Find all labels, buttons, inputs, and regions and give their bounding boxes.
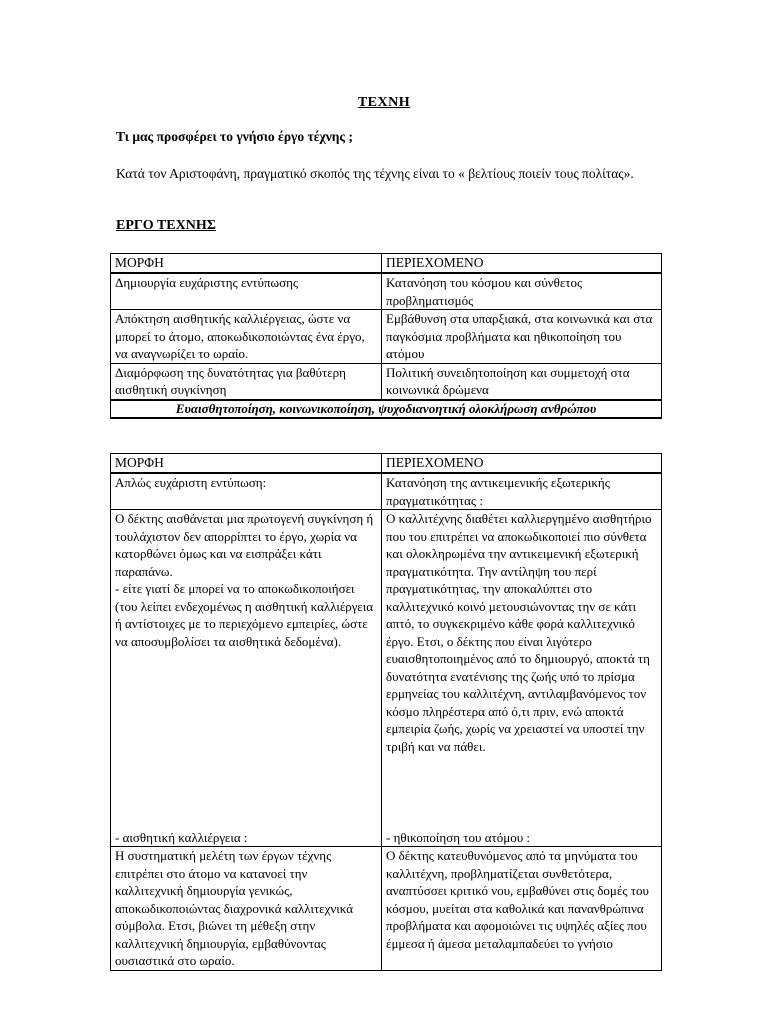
cell-subheading: - ηθικοποίηση του ατόμου : <box>386 829 530 845</box>
header-form: ΜΟΡΦΗ <box>111 454 382 474</box>
section-heading: ΕΡΓΟ ΤΕΧΝΗΣ <box>116 218 216 233</box>
art-table-2 <box>110 453 662 971</box>
table-cell: Διαμόρφωση της δυνατότητας για βαθύτερη αισθητική συγκίνηση <box>111 363 382 400</box>
table-row <box>111 273 662 310</box>
table-cell: Απλώς ευχάριστη εντύπωση: <box>111 473 382 510</box>
table-row <box>111 847 662 971</box>
table-row <box>111 363 662 400</box>
cell-text: - είτε γιατί δε μπορεί να το αποκωδικοποιήσει (του λείπει ενδεχομένως η αισθητική καλλιέργεια ή αντίστοιχες με το περιεχόμενο εμπειρίες, ώστε να αποσυμβολίσει τα αισθητικά δεδομένα). <box>115 581 374 649</box>
table-cell: Ο δέκτης κατευθυνόμενος από τα μηνύματα του καλλιτέχνη, προβληματίζεται συνθετότερα, αναπτύσσει κριτικό νου, εμβαθύνει στις δομές του κόσμου, μυείται στα καθολικά και πανανθρώπινα προβλήματα και αφομοιώνει τις υψηλές αξίες που έμμεσα ή άμεσα μεταλαμπαδεύει το γνήσιο <box>382 847 662 971</box>
art-table-1 <box>110 253 662 419</box>
intro-paragraph: Κατά τον Αριστοφάνη, πραγματικό σκοπός της τέχνης είναι το « βελτίους ποιείν τους πολίτας». <box>116 166 634 181</box>
table-footer-row <box>111 400 662 418</box>
cell-text: Ο καλλιτέχνης διαθέτει καλλιεργημένο αισθητήριο που του επιτρέπει να αποκωδικοποιεί πιο σύνθετα και ολοκληρωμένα την αντικειμενική εξωτερική πραγματικότητα. Την αντίληψη του περί πραγματικότητας, την αποκαλύπτει στο καλλιτεχνικό κοινό μετουσιώνοντας την σε κάτι απτό, το συγκεκριμένο κάθε φορά καλλιτεχνικό έργο. Ετσι, ο δέκτης που είναι λιγότερο ευαισθητοποιημένος από το δημιουργό, αποκτά τη δυνατότητα ενατένισης της ζωής υπό το πρίσμα ερμηνείας του καλλιτέχνη, αντιλαμβανόμενος τον κόσμο πληρέστερα από ό,τι πριν, ενώ αποκτά εμπειρία ζωής, χωρίς να χρειαστεί να υποστεί την τριβή και να πάθει. <box>386 511 652 754</box>
table-cell: Κατανόηση του κόσμου και σύνθετος προβληματισμός <box>382 273 662 310</box>
cell-subheading: - αισθητική καλλιέργεια : <box>115 829 248 845</box>
table-row <box>111 510 662 847</box>
question-heading: Τι μας προσφέρει το γνήσιο έργο τέχνης ; <box>116 129 353 144</box>
table-header-row <box>111 454 662 474</box>
header-content: ΠΕΡΙΕΧΟΜΕΝΟ <box>382 254 662 274</box>
table-cell: Πολιτική συνειδητοποίηση και συμμετοχή στα κοινωνικά δρώμενα <box>382 363 662 400</box>
header-form: ΜΟΡΦΗ <box>111 254 382 274</box>
table-cell: Δημιουργία ευχάριστης εντύπωσης <box>111 273 382 310</box>
document-title: ΤΕΧΝΗ <box>357 95 411 110</box>
header-content: ΠΕΡΙΕΧΟΜΕΝΟ <box>382 454 662 474</box>
table-cell <box>382 510 662 847</box>
table-row <box>111 473 662 510</box>
table-row <box>111 310 662 364</box>
table-cell: Εμβάθυνση στα υπαρξιακά, στα κοινωνικά και στα παγκόσμια προβλήματα και ηθικοποίηση του ατόμου <box>382 310 662 364</box>
table-header-row <box>111 254 662 274</box>
table-cell: Κατανόηση της αντικειμενικής εξωτερικής πραγματικότητας : <box>382 473 662 510</box>
table-cell <box>111 510 382 847</box>
table-footer: Ευαισθητοποίηση, κοινωνικοποίηση, ψυχοδιανοητική ολοκλήρωση ανθρώπου <box>111 400 662 418</box>
table-cell: Η συστηματική μελέτη των έργων τέχνης επιτρέπει στο άτομο να κατανοεί την καλλιτεχνική δημιουργία γενικώς, αποκωδικοποιώντας διαχρονικά καλλιτεχνικά σύμβολα. Ετσι, βιώνει τη μέθεξη στην καλλιτεχνική δημιουργία, εμβαθύνοντας ουσιαστικά στο ωραίο. <box>111 847 382 971</box>
cell-text: Ο δέκτης αισθάνεται μια πρωτογενή συγκίνηση ή τουλάχιστον δεν απορρίπτει το έργο, χωρία να κατορθώνει όμως και να εισπράξει κάτι παραπάνω. <box>115 511 374 579</box>
table-cell: Απόκτηση αισθητικής καλλιέργειας, ώστε να μπορεί το άτομο, αποκωδικοποιώντας ένα έργο, να αναγνωρίζει το ωραίο. <box>111 310 382 364</box>
